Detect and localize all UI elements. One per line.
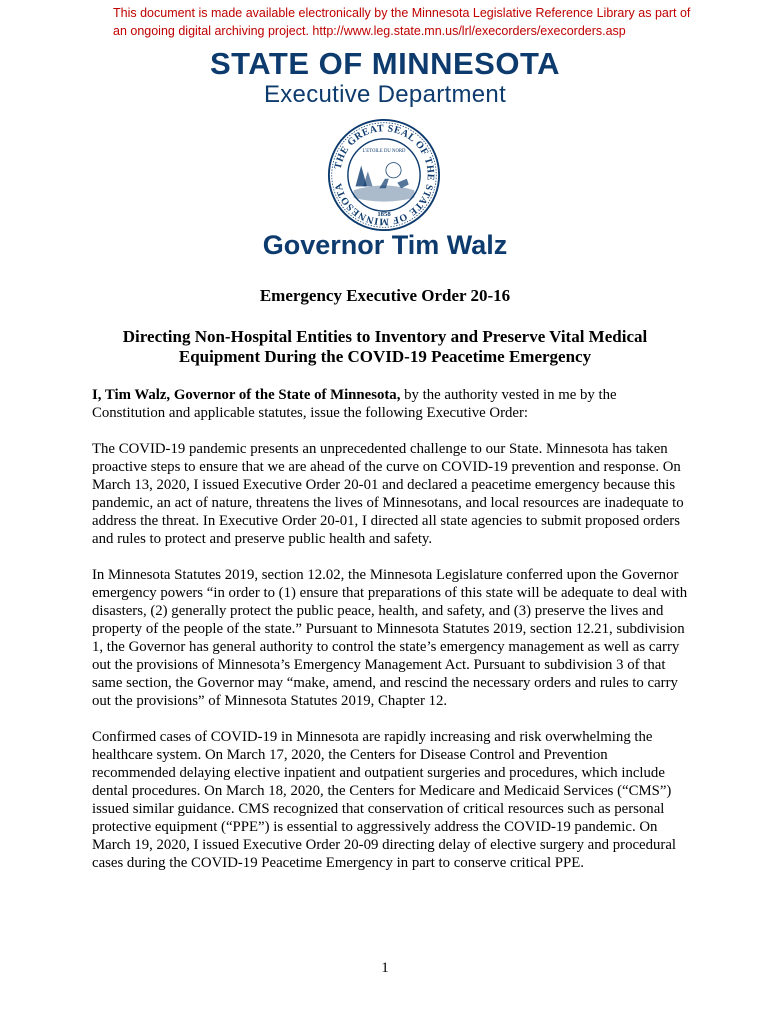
order-subtitle-line-2: Equipment During the COVID-19 Peacetime Emergency xyxy=(178,347,592,366)
order-subtitle-line-1: Directing Non-Hospital Entities to Inventory and Preserve Vital Medical xyxy=(122,327,648,346)
order-subtitle xyxy=(100,327,670,367)
paragraph-3: Confirmed cases of COVID-19 in Minnesota are rapidly increasing and risk overwhelming the healthcare system. On March 17, 2020, the Centers for Disease Control and Prevention recommended delaying elective inpatient and outpatient surgeries and procedures, which include dental procedures. On March 18, 2020, the Centers for Medicare and Medicaid Services (“CMS”) issued similar guidance. CMS recognized that conservation of critical resources such as personal protective equipment (“PPE”) is essential to aggressively address the COVID-19 pandemic. On March 19, 2020, I issued Executive Order 20-09 directing delay of elective surgery and procedural cases during the COVID-19 Peacetime Emergency in part to conserve critical PPE. xyxy=(92,729,676,871)
state-seal-icon xyxy=(327,118,441,232)
page-number: 1 xyxy=(381,960,389,976)
department-name: Executive Department xyxy=(263,81,507,108)
archive-notice-line-1: This document is made available electronically by the Minnesota Legislative Reference Library as part of xyxy=(113,6,691,20)
intro-paragraph xyxy=(92,386,690,422)
letterhead xyxy=(0,46,770,110)
state-name: STATE OF MINNESOTA xyxy=(210,46,560,81)
governor-name: Governor Tim Walz xyxy=(262,230,508,260)
archive-notice-line-2: an ongoing digital archiving project. http://www.leg.state.mn.us/lrl/execorders/execorders.asp xyxy=(113,24,626,38)
svg-text:THE GREAT SEAL OF THE STATE OF: THE GREAT SEAL OF THE STATE OF MINNESOTA xyxy=(332,123,436,227)
archive-notice xyxy=(113,4,733,40)
svg-text:1858: 1858 xyxy=(377,210,391,218)
svg-text:L'ETOILE DU NORD: L'ETOILE DU NORD xyxy=(362,149,406,155)
intro-text: by the authority vested in me by the Constitution and applicable statutes, issue the following Executive Order: xyxy=(92,387,617,421)
intro-bold-text: I, Tim Walz, Governor of the State of Minnesota, xyxy=(92,387,401,403)
order-title: Emergency Executive Order 20-16 xyxy=(259,286,511,305)
paragraph-2: In Minnesota Statutes 2019, section 12.02, the Minnesota Legislature conferred upon the Governor emergency powers “in order to (1) ensure that preparations of this state will be adequate to deal with disasters, (2) generally protect the public peace, health, and safety, and (3) preserve the lives and property of the people of the state.” Pursuant to Minnesota Statutes 2019, section 12.21, subdivision 1, the Governor has general authority to control the state’s emergency management as well as carry out the provisions of Minnesota’s Emergency Management Act. Pursuant to subdivision 3 of that same section, the Governor may “make, amend, and rescind the necessary orders and rules to carry out the provisions” of Minnesota Statutes 2019, Chapter 12. xyxy=(92,567,688,709)
paragraph-1: The COVID-19 pandemic presents an unprecedented challenge to our State. Minnesota has taken proactive steps to ensure that we are ahead of the curve on COVID-19 prevention and response. On March 13, 2020, I issued Executive Order 20-01 and declared a peacetime emergency because this pandemic, an act of nature, threatens the lives of Minnesotans, and local resources are inadequate to address the threat. In Executive Order 20-01, I directed all state agencies to submit proposed orders and rules to protect and preserve public health and safety. xyxy=(92,441,684,547)
order-body xyxy=(92,386,690,890)
